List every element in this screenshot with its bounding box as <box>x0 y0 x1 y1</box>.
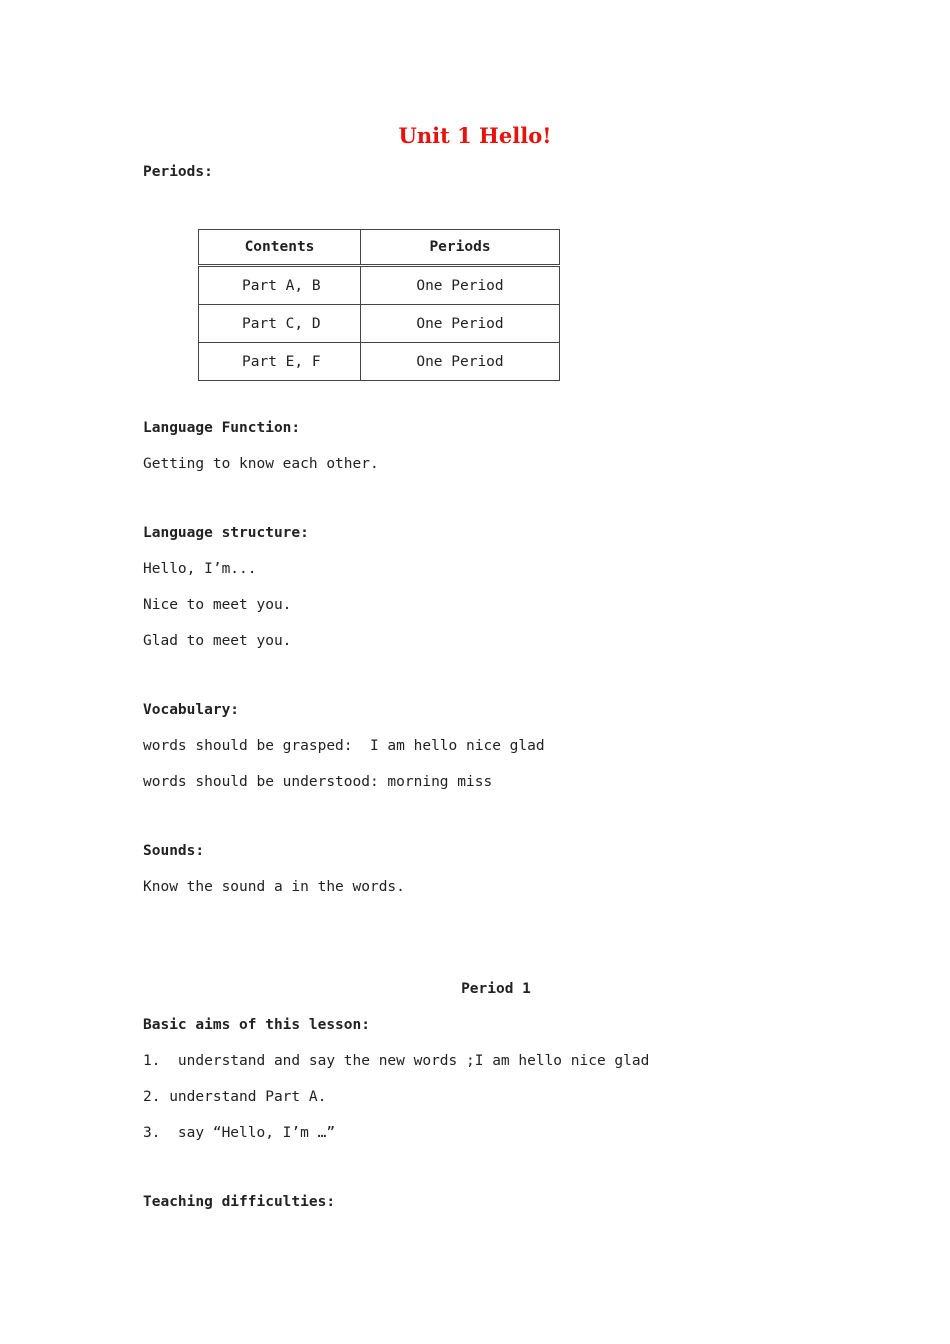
table-row <box>199 305 560 343</box>
language-structure-line: Hello, I’m... <box>143 561 257 577</box>
sounds-text: Know the sound a in the words. <box>143 879 405 895</box>
language-structure-heading: Language structure: <box>143 525 309 541</box>
aim-item: 2. understand Part A. <box>143 1089 327 1105</box>
aims-heading: Basic aims of this lesson: <box>143 1017 370 1033</box>
table-header-row <box>199 230 560 266</box>
document-title: Unit 1 Hello! <box>398 123 552 148</box>
table-row <box>199 266 560 305</box>
table-header-periods: Periods <box>361 230 560 266</box>
table-header-contents: Contents <box>199 230 361 266</box>
table-cell-contents: Part C, D <box>199 305 361 343</box>
table-cell-periods: One Period <box>361 305 560 343</box>
sounds-heading: Sounds: <box>143 843 205 859</box>
language-function-heading: Language Function: <box>143 420 301 436</box>
language-function-text: Getting to know each other. <box>143 456 379 472</box>
language-structure-line: Nice to meet you. <box>143 597 292 613</box>
vocabulary-heading: Vocabulary: <box>143 702 240 718</box>
table-cell-periods: One Period <box>361 343 560 381</box>
table-cell-contents: Part E, F <box>199 343 361 381</box>
vocabulary-line: words should be grasped: I am hello nice glad <box>143 738 545 754</box>
table-row <box>199 343 560 381</box>
period-1-heading: Period 1 <box>461 981 531 997</box>
aim-item: 1. understand and say the new words ;I am hello nice glad <box>143 1053 650 1069</box>
language-structure-line: Glad to meet you. <box>143 633 292 649</box>
periods-table <box>198 229 560 381</box>
teaching-difficulties-heading: Teaching difficulties: <box>143 1194 336 1210</box>
vocabulary-line: words should be understood: morning miss <box>143 774 493 790</box>
aim-item: 3. say “Hello, I’m …” <box>143 1125 336 1141</box>
table-cell-periods: One Period <box>361 266 560 305</box>
periods-label: Periods: <box>143 164 213 180</box>
table-cell-contents: Part A, B <box>199 266 361 305</box>
